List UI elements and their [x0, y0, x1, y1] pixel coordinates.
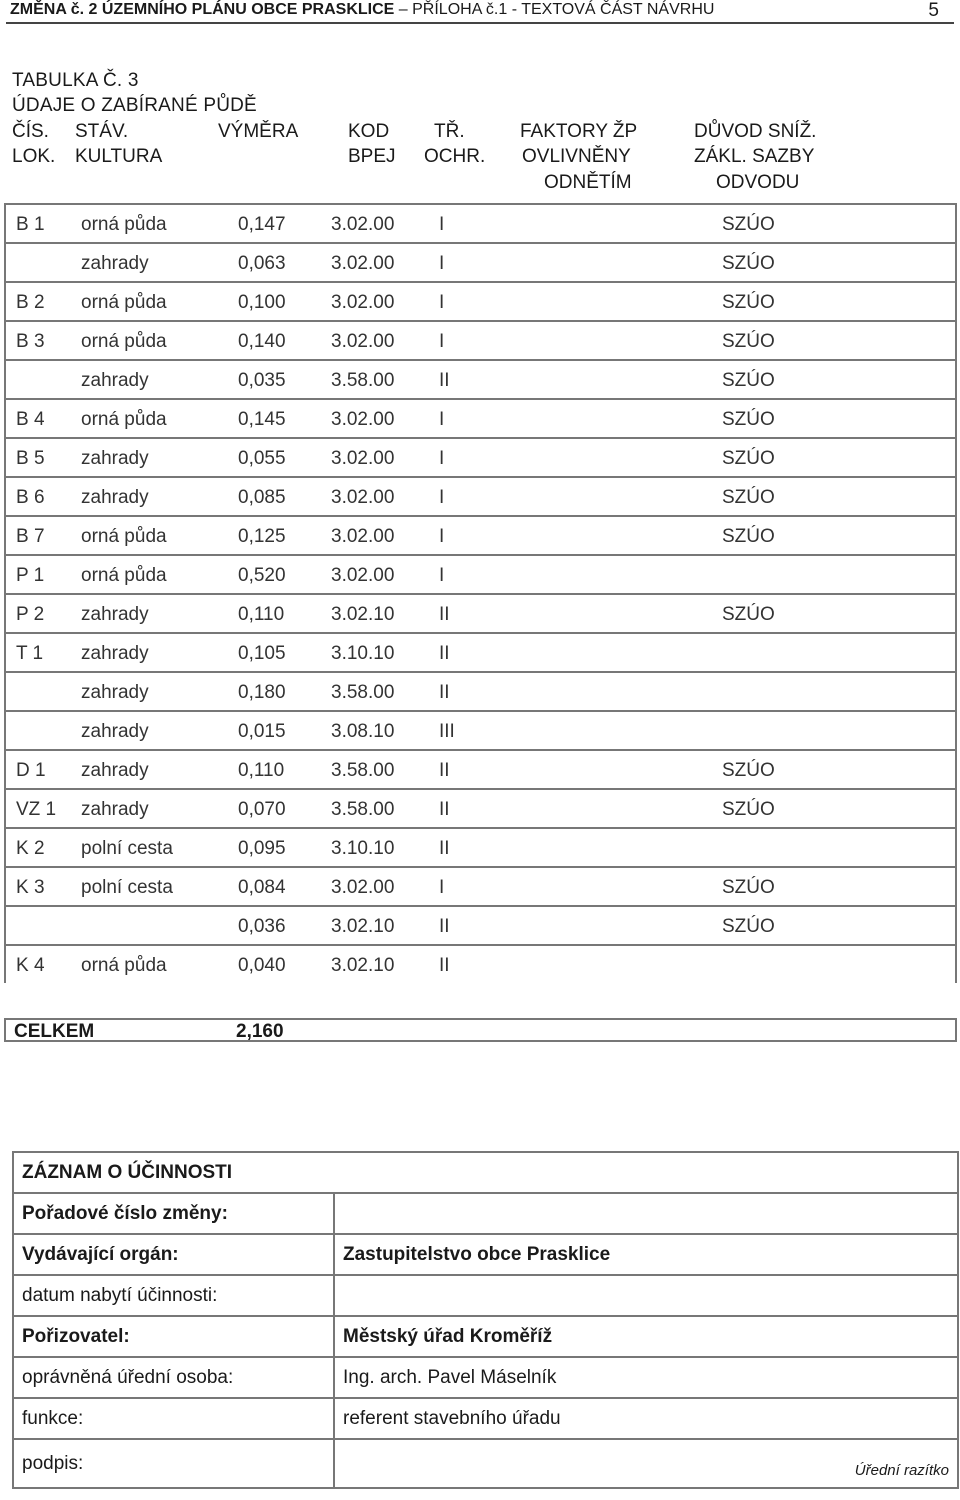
record-label-order: Pořadové číslo změny:	[13, 1193, 334, 1234]
cell-lokalita: B 5	[16, 448, 45, 469]
cell-vymera: 0,040	[238, 955, 286, 976]
cell-bpej: 3.58.00	[331, 370, 395, 391]
cell-kultura: zahrady	[81, 448, 149, 469]
total-label: CELKEM	[14, 1021, 95, 1042]
cell-lokalita: B 6	[16, 487, 45, 508]
cell-vymera: 0,147	[238, 214, 286, 235]
table-title: TABULKA Č. 3	[12, 70, 139, 91]
record-value-function: referent stavebního úřadu	[334, 1398, 958, 1439]
cell-vymera: 0,140	[238, 331, 286, 352]
cell-vymera: 0,520	[238, 565, 286, 586]
record-label-function: funkce:	[13, 1398, 334, 1439]
cell-lokalita: B 3	[16, 331, 45, 352]
page-number: 5	[928, 0, 939, 21]
cell-lokalita: B 4	[16, 409, 45, 430]
cell-kultura: orná půda	[81, 565, 167, 586]
cell-ochr: II	[439, 643, 450, 664]
table-row	[4, 944, 957, 983]
table-row	[4, 281, 957, 320]
cell-bpej: 3.58.00	[331, 682, 395, 703]
table-row	[4, 359, 957, 398]
col-header-ochr-1: TŘ.	[434, 121, 465, 142]
table-row	[4, 320, 957, 359]
cell-lokalita: K 2	[16, 838, 45, 859]
cell-kultura: zahrady	[81, 799, 149, 820]
record-value-issuer: Zastupitelstvo obce Prasklice	[334, 1234, 958, 1275]
cell-duvod: SZÚO	[722, 916, 775, 937]
cell-lokalita: T 1	[16, 643, 44, 664]
record-table	[12, 1151, 959, 1489]
cell-ochr: III	[439, 721, 455, 742]
record-label-signature: podpis:	[13, 1439, 334, 1488]
cell-vymera: 0,095	[238, 838, 286, 859]
cell-ochr: II	[439, 799, 450, 820]
cell-ochr: II	[439, 916, 450, 937]
cell-duvod: SZÚO	[722, 760, 775, 781]
cell-vymera: 0,145	[238, 409, 286, 430]
col-header-duvod-3: ODVODU	[716, 172, 800, 193]
cell-kultura: zahrady	[81, 604, 149, 625]
record-title: ZÁZNAM O ÚČINNOSTI	[22, 1161, 233, 1183]
cell-bpej: 3.10.10	[331, 838, 395, 859]
record-value-acquirer: Městský úřad Kroměříž	[334, 1316, 958, 1357]
cell-vymera: 0,180	[238, 682, 286, 703]
cell-vymera: 0,070	[238, 799, 286, 820]
table-row	[4, 554, 957, 593]
cell-duvod: SZÚO	[722, 448, 775, 469]
cell-lokalita: B 1	[16, 214, 45, 235]
cell-bpej: 3.02.10	[331, 604, 395, 625]
cell-kultura: orná půda	[81, 292, 167, 313]
cell-bpej: 3.02.00	[331, 253, 395, 274]
table-row	[4, 827, 957, 866]
page-header	[10, 0, 945, 22]
cell-bpej: 3.02.00	[331, 292, 395, 313]
col-header-lok-2: LOK.	[12, 146, 56, 167]
cell-bpej: 3.02.00	[331, 526, 395, 547]
total-row	[4, 1018, 957, 1042]
cell-bpej: 3.02.10	[331, 916, 395, 937]
cell-bpej: 3.02.00	[331, 409, 395, 430]
cell-ochr: I	[439, 877, 445, 898]
cell-ochr: I	[439, 253, 445, 274]
cell-lokalita: D 1	[16, 760, 46, 781]
col-header-faktory-1: FAKTORY ŽP	[520, 121, 638, 142]
cell-bpej: 3.02.00	[331, 448, 395, 469]
table-row	[4, 476, 957, 515]
cell-kultura: zahrady	[81, 721, 149, 742]
col-header-faktory-2: OVLIVNĚNY	[522, 146, 631, 167]
record-label-date: datum nabytí účinnosti:	[13, 1275, 334, 1316]
record-label-acquirer: Pořizovatel:	[13, 1316, 334, 1357]
cell-kultura: polní cesta	[81, 838, 173, 859]
cell-vymera: 0,125	[238, 526, 286, 547]
table-row	[4, 398, 957, 437]
cell-duvod: SZÚO	[722, 409, 775, 430]
col-header-kultura-1: STÁV.	[75, 121, 129, 142]
table-row	[4, 515, 957, 554]
cell-ochr: I	[439, 214, 445, 235]
cell-kultura: zahrady	[81, 643, 149, 664]
cell-ochr: II	[439, 838, 450, 859]
cell-duvod: SZÚO	[722, 487, 775, 508]
cell-lokalita: B 2	[16, 292, 45, 313]
cell-duvod: SZÚO	[722, 604, 775, 625]
table-row	[4, 788, 957, 827]
cell-vymera: 0,035	[238, 370, 286, 391]
cell-ochr: I	[439, 292, 445, 313]
cell-kultura: orná půda	[81, 214, 167, 235]
cell-ochr: I	[439, 331, 445, 352]
cell-lokalita: K 4	[16, 955, 45, 976]
cell-kultura: polní cesta	[81, 877, 173, 898]
cell-vymera: 0,110	[238, 604, 285, 625]
cell-bpej: 3.58.00	[331, 760, 395, 781]
total-value: 2,160	[236, 1021, 284, 1042]
col-header-faktory-3: ODNĚTÍM	[544, 172, 632, 193]
cell-kultura: orná půda	[81, 955, 167, 976]
cell-vymera: 0,110	[238, 760, 285, 781]
table-row	[4, 437, 957, 476]
cell-duvod: SZÚO	[722, 292, 775, 313]
cell-bpej: 3.08.10	[331, 721, 395, 742]
record-title-cell	[13, 1152, 958, 1193]
cell-vymera: 0,105	[238, 643, 286, 664]
col-header-kultura-2: KULTURA	[75, 146, 163, 167]
cell-kultura: zahrady	[81, 760, 149, 781]
table-row	[4, 671, 957, 710]
cell-bpej: 3.02.00	[331, 565, 395, 586]
col-header-lok-1: ČÍS.	[12, 121, 49, 142]
col-header-bpej-1: KOD	[348, 121, 390, 142]
table-subtitle: ÚDAJE O ZABÍRANÉ PŮDĚ	[12, 95, 257, 116]
cell-lokalita: P 1	[16, 565, 45, 586]
cell-bpej: 3.02.00	[331, 214, 395, 235]
cell-bpej: 3.02.10	[331, 955, 395, 976]
cell-ochr: II	[439, 604, 450, 625]
cell-kultura: orná půda	[81, 526, 167, 547]
cell-lokalita: VZ 1	[16, 799, 57, 820]
table-row	[4, 866, 957, 905]
cell-kultura: zahrady	[81, 487, 149, 508]
table-row	[4, 632, 957, 671]
table-row	[4, 593, 957, 632]
cell-duvod: SZÚO	[722, 253, 775, 274]
col-header-vymera: VÝMĚRA	[218, 121, 299, 142]
cell-ochr: II	[439, 760, 450, 781]
cell-bpej: 3.10.10	[331, 643, 395, 664]
col-header-duvod-2: ZÁKL. SAZBY	[694, 146, 815, 167]
cell-vymera: 0,055	[238, 448, 286, 469]
cell-ochr: I	[439, 409, 445, 430]
table-row	[4, 242, 957, 281]
table-row	[4, 905, 957, 944]
document-title: ZMĚNA č. 2 ÚZEMNÍHO PLÁNU OBCE PRASKLICE – PŘÍLOHA č.1 - TEXTOVÁ ČÁST NÁVRHU	[10, 1, 715, 18]
cell-ochr: II	[439, 955, 450, 976]
cell-vymera: 0,084	[238, 877, 286, 898]
record-label-issuer: Vydávající orgán:	[13, 1234, 334, 1275]
col-header-bpej-2: BPEJ	[348, 146, 396, 167]
cell-lokalita: B 7	[16, 526, 45, 547]
official-stamp-label: Úřední razítko	[334, 1439, 958, 1488]
cell-duvod: SZÚO	[722, 799, 775, 820]
cell-duvod: SZÚO	[722, 877, 775, 898]
col-header-duvod-1: DŮVOD SNÍŽ.	[694, 121, 817, 142]
cell-vymera: 0,036	[238, 916, 286, 937]
col-header-ochr-2: OCHR.	[424, 146, 486, 167]
cell-ochr: II	[439, 370, 450, 391]
cell-vymera: 0,100	[238, 292, 286, 313]
record-value-order	[334, 1193, 958, 1234]
cell-kultura: zahrady	[81, 370, 149, 391]
cell-ochr: I	[439, 526, 445, 547]
cell-vymera: 0,015	[238, 721, 286, 742]
cell-kultura: orná půda	[81, 409, 167, 430]
cell-ochr: I	[439, 448, 445, 469]
cell-kultura: orná půda	[81, 331, 167, 352]
cell-ochr: II	[439, 682, 450, 703]
cell-vymera: 0,063	[238, 253, 286, 274]
cell-lokalita: K 3	[16, 877, 45, 898]
cell-kultura: zahrady	[81, 253, 149, 274]
cell-bpej: 3.58.00	[331, 799, 395, 820]
cell-bpej: 3.02.00	[331, 487, 395, 508]
cell-duvod: SZÚO	[722, 214, 775, 235]
cell-duvod: SZÚO	[722, 331, 775, 352]
cell-vymera: 0,085	[238, 487, 286, 508]
cell-ochr: I	[439, 487, 445, 508]
cell-ochr: I	[439, 565, 445, 586]
cell-lokalita: P 2	[16, 604, 45, 625]
cell-bpej: 3.02.00	[331, 331, 395, 352]
header-rule	[6, 22, 954, 24]
table-row	[4, 203, 957, 242]
cell-duvod: SZÚO	[722, 526, 775, 547]
cell-bpej: 3.02.00	[331, 877, 395, 898]
table-row	[4, 749, 957, 788]
record-label-official: oprávněná úřední osoba:	[13, 1357, 334, 1398]
cell-duvod: SZÚO	[722, 370, 775, 391]
table-row	[4, 710, 957, 749]
record-value-official: Ing. arch. Pavel Máselník	[334, 1357, 958, 1398]
record-value-date	[334, 1275, 958, 1316]
cell-kultura: zahrady	[81, 682, 149, 703]
